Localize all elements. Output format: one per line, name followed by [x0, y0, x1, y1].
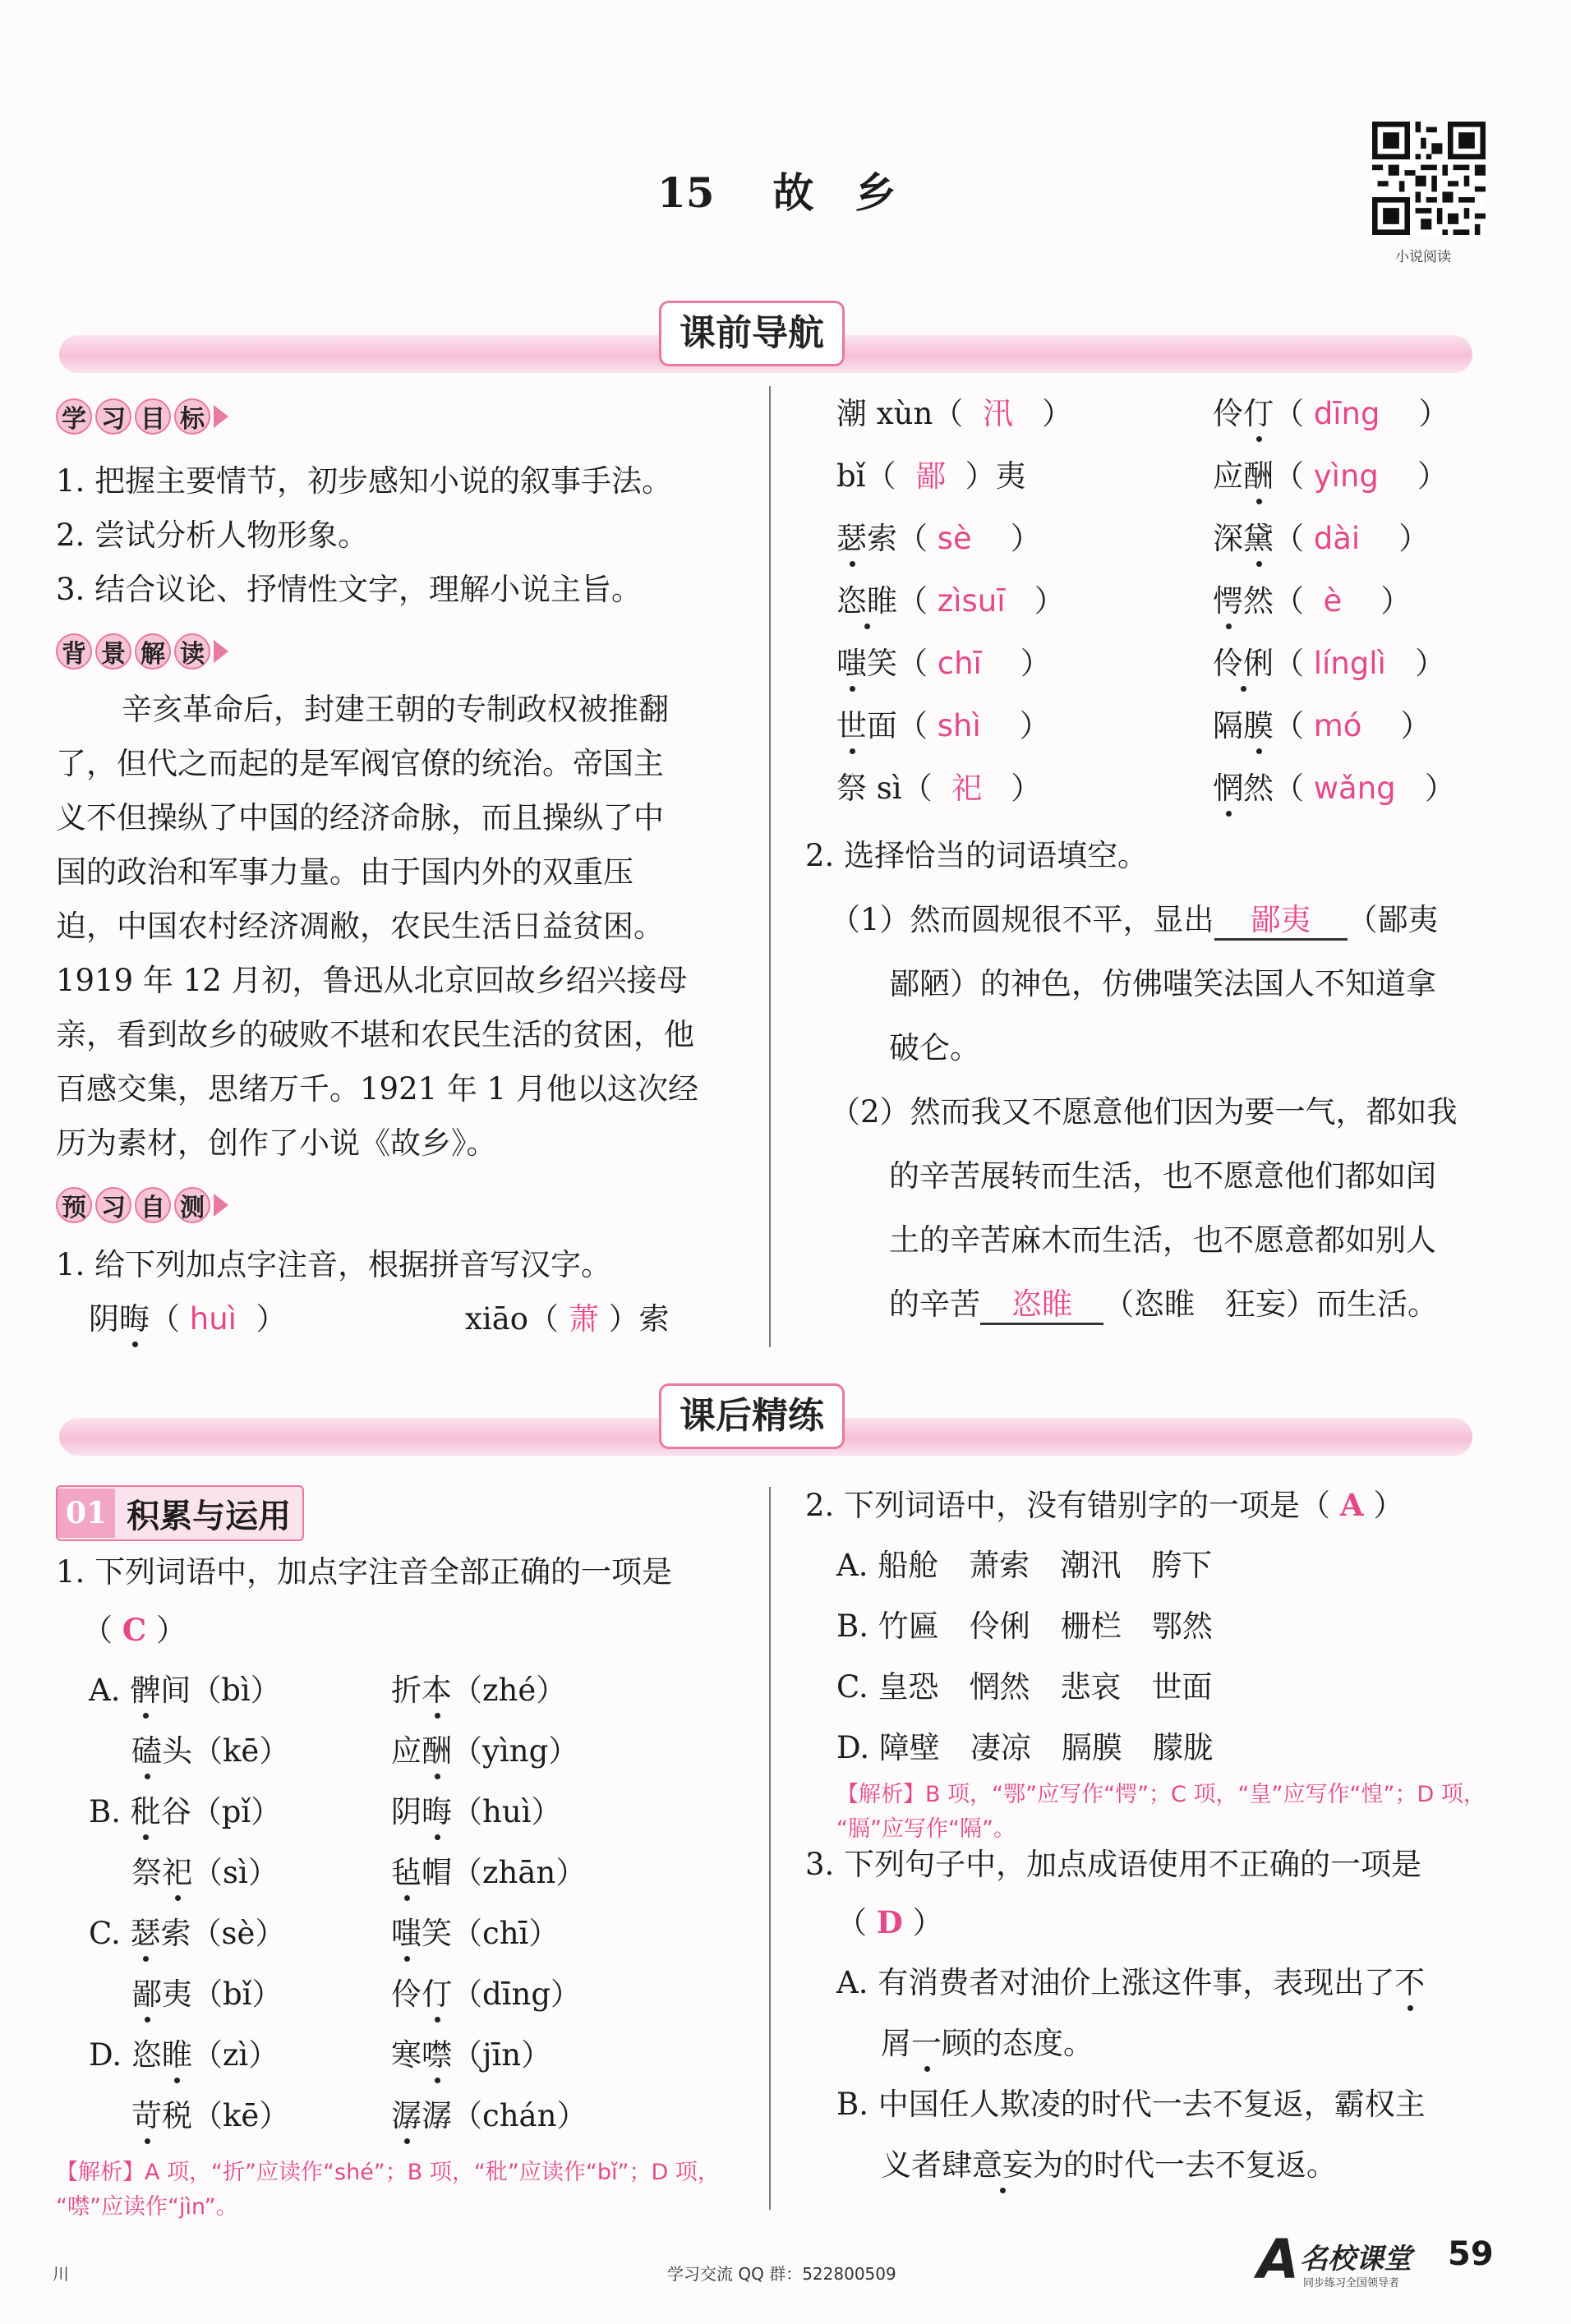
preview-question-1: 1. 给下列加点字注音，根据拼音写汉字。: [56, 1247, 612, 1282]
pinyin-item: 隔膜（ mó ）: [1213, 708, 1431, 743]
answer: 鄙夷: [1250, 902, 1311, 937]
pinyin-item: 世面（ shì ）: [836, 708, 1050, 743]
badge-number: 01: [58, 1489, 115, 1538]
answer: yìng: [1313, 458, 1379, 494]
practice-question-1-answer: （ C ）: [82, 1612, 187, 1648]
answer: 祀: [951, 771, 983, 806]
label-goals: 学 习 目 标: [56, 398, 228, 435]
option-c-4: 伶仃（dīng）: [391, 1977, 582, 2012]
q2-option-a: A. 船舱 萧索 潮汛 胯下: [836, 1548, 1213, 1583]
goal-2: 2. 尝试分析人物形象。: [56, 518, 369, 553]
answer: è: [1323, 583, 1343, 619]
answer: dīng: [1313, 396, 1380, 431]
answer: A: [1339, 1487, 1364, 1523]
background-line-8: 百感交集，思绪万千。1921 年 1 月他以这次经: [56, 1071, 698, 1107]
option-b-3: 祭祀（sì）: [131, 1855, 279, 1890]
fill-sentence-1: （1）然而圆规很不平，显出 鄙夷 （鄙夷: [830, 902, 1439, 941]
pinyin-item: 恣睢（ zìsuī ）: [836, 583, 1065, 619]
pinyin-item: 愕然（ è ）: [1213, 583, 1412, 619]
dotted-idiom: 屑一顾: [881, 2026, 972, 2061]
answer: chī: [937, 646, 982, 681]
option-b-4: 毡帽（zhān）: [391, 1855, 587, 1890]
option-d-4: 潺潺（chán）: [391, 2098, 587, 2133]
q2-option-d: D. 障壁 凄凉 膈膜 朦胧: [836, 1730, 1214, 1765]
brand-subtitle: 同步练习全国领导者: [1303, 2277, 1400, 2289]
brand-logo: [1257, 2228, 1438, 2294]
column-divider-bottom: [769, 1487, 771, 2210]
lesson-number: 15: [657, 168, 715, 217]
q3-option-b-line-1: B. 中国任人欺凌的时代一去不复返，霸权主: [836, 2087, 1426, 2122]
answer: D: [876, 1904, 903, 1940]
footer-qq-group: 学习交流 QQ 群：522800509: [667, 2264, 896, 2284]
option-a-4: 应酬（yìng）: [391, 1733, 579, 1769]
fill-sentence-2-line-2: 的辛苦展转而生活，也不愿意他们都如闰: [889, 1158, 1436, 1194]
pinyin-item: 祭 sì（ 祀 ）: [836, 771, 1042, 806]
option-a-3: 磕头（kē）: [131, 1733, 290, 1769]
column-divider-top: [769, 386, 771, 1347]
label-preview: 预 习 自 测: [56, 1186, 228, 1224]
pinyin-item: 应酬（ yìng ）: [1213, 458, 1448, 494]
pinyin-item: xiāo（ 萧 ）索: [465, 1301, 670, 1337]
background-line-4: 国的政治和军事力量。由于国内外的双重压: [56, 854, 633, 890]
practice-question-1: 1. 下列词语中，加点字注音全部正确的一项是: [56, 1554, 673, 1590]
background-line-3: 义不但操纵了中国的经济命脉，而且操纵了中: [56, 800, 664, 835]
footer-region-mark: 川: [53, 2264, 69, 2284]
lesson-name: 故 乡: [772, 168, 896, 217]
pinyin-item: 嗤笑（ chī ）: [836, 646, 1051, 681]
analysis-note-q1-line-1: 【解析】A 项，“折”应读作“shé”；B 项，“秕”应读作“bǐ”；D 项，: [56, 2160, 720, 2185]
goal-3: 3. 结合议论、抒情性文字，理解小说主旨。: [56, 572, 643, 607]
background-line-9: 历为素材，创作了小说《故乡》。: [56, 1125, 497, 1161]
q3-option-b-line-2: 义者肆意妄为的时代一去不复返。: [881, 2147, 1337, 2183]
background-line-6: 1919 年 12 月初，鲁迅从北京回故乡绍兴接母: [56, 963, 688, 998]
qr-code-icon[interactable]: [1372, 122, 1486, 235]
fill-sentence-1-line-2: 鄙陋）的神色，仿佛嗤笑法国人不知道拿: [889, 966, 1436, 1001]
option-c-1: C. 瑟索（sè）: [89, 1916, 286, 1951]
q2-option-b: B. 竹匾 伶俐 栅栏 鄂然: [836, 1608, 1213, 1644]
option-c-3: 鄙夷（bǐ）: [131, 1977, 283, 2012]
answer: C: [122, 1612, 147, 1648]
option-d-3: 苛税（kē）: [131, 2098, 290, 2133]
pinyin-item: 潮 xùn（ 汛 ）: [836, 396, 1073, 431]
q3-option-a-line-1: A. 有消费者对油价上涨这件事，表现出了不: [836, 1965, 1426, 2000]
fill-sentence-2-line-1: （2）然而我又不愿意他们因为要一气，都如我: [830, 1094, 1458, 1130]
label-background: 背 景 解 读: [56, 633, 228, 670]
background-line-5: 迫，中国农村经济凋敝，农民生活日益贫困。: [56, 909, 664, 944]
option-c-2: 嗤笑（chī）: [391, 1916, 560, 1951]
answer: 汛: [982, 396, 1013, 431]
analysis-note-q2-line-1: 【解析】B 项，“鄂”应写作“愕”；C 项，“皇”应写作“惶”；D 项，: [836, 1782, 1486, 1807]
option-b-1: B. 秕谷（pǐ）: [89, 1794, 282, 1829]
q2-option-c: C. 皇恐 惘然 悲哀 世面: [836, 1669, 1213, 1705]
section-title-pre: 课前导航: [659, 301, 845, 366]
pinyin-item: 深黛（ dài ）: [1213, 521, 1430, 556]
answer: 萧: [568, 1301, 599, 1337]
analysis-note-q2-line-2: “膈”应写作“隔”。: [836, 1816, 1016, 1842]
background-line-2: 了，但代之而起的是军阀官僚的统治。帝国主: [56, 746, 664, 781]
answer: shì: [937, 708, 981, 743]
badge-title: 积累与运用: [127, 1496, 292, 1535]
pinyin-item: 伶俐（ línglì ）: [1213, 646, 1446, 681]
analysis-note-q1-line-2: “噤”应读作“jìn”。: [56, 2194, 238, 2220]
answer: zìsuī: [937, 583, 1006, 619]
practice-question-3: 3. 下列句子中，加点成语使用不正确的一项是: [805, 1847, 1422, 1882]
option-d-1: D. 恣睢（zì）: [89, 2037, 279, 2073]
answer: 恣睢: [1011, 1286, 1072, 1322]
answer: wǎng: [1313, 771, 1396, 806]
fill-sentence-2-line-3: 土的辛苦麻木而生活，也不愿意都如别人: [889, 1222, 1436, 1258]
qr-caption: 小说阅读: [1395, 249, 1451, 265]
answer: línglì: [1313, 646, 1386, 681]
option-d-2: 寒噤（jīn）: [391, 2037, 552, 2073]
pinyin-item: 惘然（ wǎng ）: [1213, 771, 1455, 806]
practice-question-3-answer: （ D ）: [836, 1904, 943, 1940]
option-a-1: A. 髀间（bì）: [89, 1673, 281, 1708]
practice-question-2: 2. 下列词语中，没有错别字的一项是（ A ）: [805, 1487, 1404, 1523]
brand-a-icon: A: [1257, 2228, 1300, 2291]
background-line-1: 辛亥革命后，封建王朝的专制政权被推翻: [122, 692, 669, 727]
q3-option-a-line-2: 屑一顾的态度。: [881, 2026, 1094, 2061]
option-a-2: 折本（zhé）: [391, 1673, 567, 1708]
answer: sè: [937, 521, 972, 556]
practice-badge: [56, 1485, 304, 1541]
section-title-post: 课后精练: [659, 1383, 845, 1449]
fill-sentence-2-line-4: 的辛苦 恣睢 （恣睢 狂妄）而生活。: [889, 1286, 1438, 1325]
option-b-2: 阴晦（huì）: [391, 1794, 562, 1829]
pinyin-item: 伶仃（ dīng ）: [1213, 396, 1449, 431]
goal-1: 1. 把握主要情节，初步感知小说的叙事手法。: [56, 463, 673, 499]
fill-sentence-1-line-3: 破仑。: [889, 1030, 980, 1065]
answer: 鄙: [915, 458, 947, 494]
pinyin-item: bǐ（ 鄙 ）夷: [836, 458, 1026, 494]
page-number: 59: [1448, 2235, 1494, 2273]
answer: huì: [189, 1301, 237, 1337]
answer: dài: [1313, 521, 1361, 556]
brand-name: 名校课堂: [1300, 2243, 1412, 2276]
pinyin-item: 阴晦（ huì ）: [89, 1301, 287, 1337]
background-line-7: 亲，看到故乡的破败不堪和农民生活的贫困，他: [56, 1017, 694, 1052]
preview-question-2: 2. 选择恰当的词语填空。: [805, 838, 1149, 873]
answer: mó: [1313, 708, 1362, 743]
dotted-idiom: 肆意妄为: [942, 2147, 1063, 2183]
lesson-title: [657, 168, 896, 218]
pinyin-item: 瑟索（ sè ）: [836, 521, 1041, 556]
